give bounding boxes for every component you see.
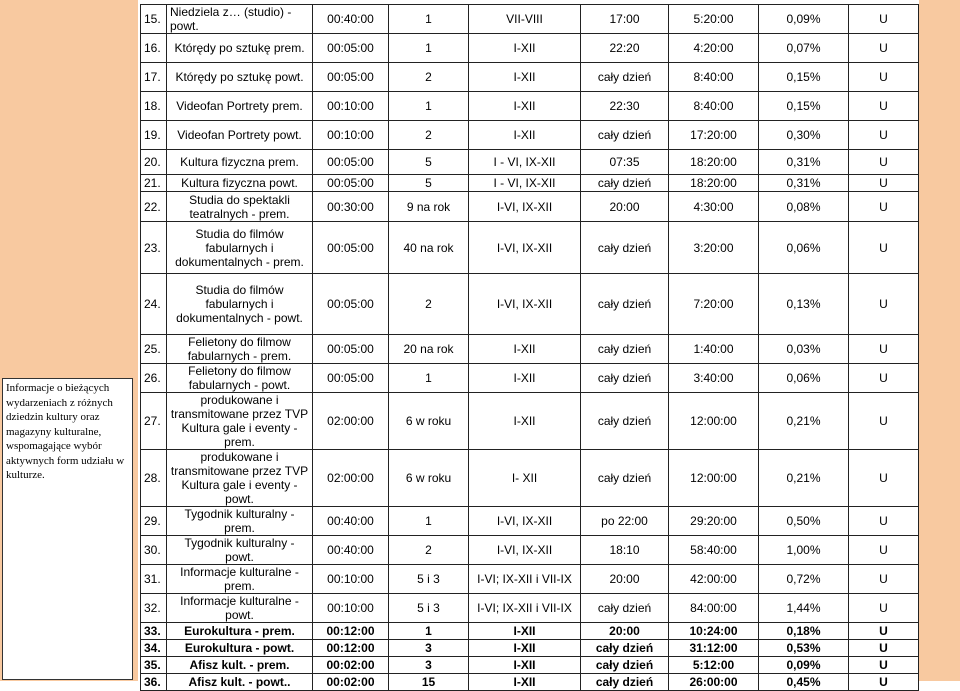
cell-flag: U bbox=[849, 222, 919, 274]
table-row bbox=[141, 192, 919, 222]
cell-hour: 17:00 bbox=[581, 5, 669, 34]
cell-title: Tygodnik kulturalny - powt. bbox=[167, 536, 313, 565]
cell-freq: 1 bbox=[389, 623, 469, 640]
cell-title: Którędy po sztukę powt. bbox=[167, 63, 313, 92]
cell-pct: 0,21% bbox=[759, 450, 849, 507]
cell-freq: 40 na rok bbox=[389, 222, 469, 274]
table-row bbox=[141, 222, 919, 274]
cell-num: 16. bbox=[141, 34, 167, 63]
cell-time: 00:05:00 bbox=[313, 150, 389, 175]
cell-flag: U bbox=[849, 536, 919, 565]
cell-flag: U bbox=[849, 34, 919, 63]
table-row bbox=[141, 274, 919, 335]
cell-total: 5:12:00 bbox=[669, 657, 759, 674]
cell-time: 00:05:00 bbox=[313, 63, 389, 92]
cell-num: 28. bbox=[141, 450, 167, 507]
cell-time: 00:02:00 bbox=[313, 674, 389, 691]
cell-time: 00:10:00 bbox=[313, 121, 389, 150]
table-row bbox=[141, 175, 919, 192]
table-row bbox=[141, 536, 919, 565]
table-row bbox=[141, 150, 919, 175]
table-row bbox=[141, 5, 919, 34]
cell-hour: 20:00 bbox=[581, 565, 669, 594]
cell-pct: 0,21% bbox=[759, 393, 849, 450]
cell-total: 42:00:00 bbox=[669, 565, 759, 594]
cell-pct: 0,03% bbox=[759, 335, 849, 364]
cell-title: Eurokultura - powt. bbox=[167, 640, 313, 657]
cell-time: 00:12:00 bbox=[313, 623, 389, 640]
cell-total: 18:20:00 bbox=[669, 150, 759, 175]
cell-title: Kultura fizyczna powt. bbox=[167, 175, 313, 192]
cell-freq: 15 bbox=[389, 674, 469, 691]
cell-time: 00:05:00 bbox=[313, 175, 389, 192]
cell-pct: 0,09% bbox=[759, 657, 849, 674]
cell-hour: cały dzień bbox=[581, 393, 669, 450]
cell-num: 30. bbox=[141, 536, 167, 565]
cell-time: 00:05:00 bbox=[313, 222, 389, 274]
cell-months: I-XII bbox=[469, 335, 581, 364]
cell-title: Kultura fizyczna prem. bbox=[167, 150, 313, 175]
cell-months: I-VI; IX-XII i VII-IX bbox=[469, 565, 581, 594]
cell-freq: 3 bbox=[389, 640, 469, 657]
cell-time: 00:05:00 bbox=[313, 335, 389, 364]
cell-pct: 0,06% bbox=[759, 364, 849, 393]
cell-months: I-XII bbox=[469, 63, 581, 92]
cell-months: I-XII bbox=[469, 640, 581, 657]
cell-total: 4:30:00 bbox=[669, 192, 759, 222]
cell-flag: U bbox=[849, 640, 919, 657]
cell-flag: U bbox=[849, 5, 919, 34]
cell-num: 29. bbox=[141, 507, 167, 536]
cell-hour: cały dzień bbox=[581, 450, 669, 507]
cell-freq: 1 bbox=[389, 507, 469, 536]
cell-title: Studia do spektakli teatralnych - prem. bbox=[167, 192, 313, 222]
cell-total: 29:20:00 bbox=[669, 507, 759, 536]
cell-hour: cały dzień bbox=[581, 274, 669, 335]
cell-title: Afisz kult. - powt.. bbox=[167, 674, 313, 691]
table-row bbox=[141, 450, 919, 507]
cell-months: I-XII bbox=[469, 92, 581, 121]
cell-time: 02:00:00 bbox=[313, 450, 389, 507]
cell-num: 27. bbox=[141, 393, 167, 450]
cell-freq: 1 bbox=[389, 92, 469, 121]
cell-hour: 22:20 bbox=[581, 34, 669, 63]
cell-freq: 1 bbox=[389, 34, 469, 63]
cell-num: 19. bbox=[141, 121, 167, 150]
cell-pct: 0,50% bbox=[759, 507, 849, 536]
cell-months: VII-VIII bbox=[469, 5, 581, 34]
cell-freq: 5 bbox=[389, 175, 469, 192]
cell-hour: 07:35 bbox=[581, 150, 669, 175]
cell-flag: U bbox=[849, 565, 919, 594]
cell-title: Eurokultura - prem. bbox=[167, 623, 313, 640]
cell-hour: po 22:00 bbox=[581, 507, 669, 536]
cell-time: 00:40:00 bbox=[313, 536, 389, 565]
cell-total: 1:40:00 bbox=[669, 335, 759, 364]
cell-pct: 0,07% bbox=[759, 34, 849, 63]
cell-total: 4:20:00 bbox=[669, 34, 759, 63]
cell-num: 22. bbox=[141, 192, 167, 222]
cell-num: 26. bbox=[141, 364, 167, 393]
cell-freq: 2 bbox=[389, 63, 469, 92]
cell-pct: 0,72% bbox=[759, 565, 849, 594]
cell-months: I-XII bbox=[469, 34, 581, 63]
cell-num: 17. bbox=[141, 63, 167, 92]
cell-flag: U bbox=[849, 450, 919, 507]
cell-time: 00:10:00 bbox=[313, 565, 389, 594]
cell-hour: 20:00 bbox=[581, 192, 669, 222]
cell-freq: 5 i 3 bbox=[389, 565, 469, 594]
cell-total: 26:00:00 bbox=[669, 674, 759, 691]
cell-num: 18. bbox=[141, 92, 167, 121]
cell-time: 00:05:00 bbox=[313, 34, 389, 63]
cell-pct: 0,13% bbox=[759, 274, 849, 335]
cell-months: I - VI, IX-XII bbox=[469, 175, 581, 192]
cell-flag: U bbox=[849, 192, 919, 222]
cell-total: 12:00:00 bbox=[669, 393, 759, 450]
cell-hour: cały dzień bbox=[581, 63, 669, 92]
right-margin-band bbox=[919, 0, 960, 681]
cell-hour: cały dzień bbox=[581, 222, 669, 274]
cell-freq: 2 bbox=[389, 121, 469, 150]
cell-hour: cały dzień bbox=[581, 335, 669, 364]
cell-flag: U bbox=[849, 335, 919, 364]
cell-title: Tygodnik kulturalny - prem. bbox=[167, 507, 313, 536]
cell-title: Studia do filmów fabularnych i dokumentalnych - prem. bbox=[167, 222, 313, 274]
cell-freq: 5 bbox=[389, 150, 469, 175]
cell-months: I-VI, IX-XII bbox=[469, 192, 581, 222]
cell-freq: 2 bbox=[389, 536, 469, 565]
cell-flag: U bbox=[849, 393, 919, 450]
cell-months: I-XII bbox=[469, 623, 581, 640]
cell-title: Którędy po sztukę prem. bbox=[167, 34, 313, 63]
cell-num: 24. bbox=[141, 274, 167, 335]
cell-hour: cały dzień bbox=[581, 364, 669, 393]
cell-num: 25. bbox=[141, 335, 167, 364]
cell-months: I-VI; IX-XII i VII-IX bbox=[469, 594, 581, 623]
cell-freq: 6 w roku bbox=[389, 393, 469, 450]
cell-pct: 0,31% bbox=[759, 175, 849, 192]
cell-flag: U bbox=[849, 674, 919, 691]
cell-num: 20. bbox=[141, 150, 167, 175]
cell-months: I-VI, IX-XII bbox=[469, 507, 581, 536]
table-row bbox=[141, 364, 919, 393]
cell-flag: U bbox=[849, 92, 919, 121]
cell-hour: cały dzień bbox=[581, 594, 669, 623]
cell-num: 21. bbox=[141, 175, 167, 192]
cell-time: 00:10:00 bbox=[313, 92, 389, 121]
table-row bbox=[141, 335, 919, 364]
cell-num: 31. bbox=[141, 565, 167, 594]
cell-time: 00:02:00 bbox=[313, 657, 389, 674]
cell-title: Videofan Portrety prem. bbox=[167, 92, 313, 121]
cell-time: 00:30:00 bbox=[313, 192, 389, 222]
table-row bbox=[141, 507, 919, 536]
cell-flag: U bbox=[849, 274, 919, 335]
cell-months: I- XII bbox=[469, 450, 581, 507]
cell-total: 58:40:00 bbox=[669, 536, 759, 565]
cell-months: I-XII bbox=[469, 393, 581, 450]
cell-total: 5:20:00 bbox=[669, 5, 759, 34]
cell-num: 35. bbox=[141, 657, 167, 674]
cell-months: I-XII bbox=[469, 674, 581, 691]
cell-time: 00:05:00 bbox=[313, 364, 389, 393]
table-row bbox=[141, 674, 919, 691]
cell-title: Afisz kult. - prem. bbox=[167, 657, 313, 674]
cell-freq: 6 w roku bbox=[389, 450, 469, 507]
cell-months: I-XII bbox=[469, 657, 581, 674]
cell-pct: 0,15% bbox=[759, 92, 849, 121]
cell-flag: U bbox=[849, 364, 919, 393]
cell-flag: U bbox=[849, 507, 919, 536]
cell-title: Informacje kulturalne - powt. bbox=[167, 594, 313, 623]
cell-months: I-VI, IX-XII bbox=[469, 274, 581, 335]
cell-freq: 1 bbox=[389, 364, 469, 393]
table-row bbox=[141, 594, 919, 623]
cell-freq: 1 bbox=[389, 5, 469, 34]
cell-months: I - VI, IX-XII bbox=[469, 150, 581, 175]
cell-flag: U bbox=[849, 121, 919, 150]
cell-num: 15. bbox=[141, 5, 167, 34]
cell-num: 36. bbox=[141, 674, 167, 691]
table-row bbox=[141, 34, 919, 63]
cell-time: 00:40:00 bbox=[313, 507, 389, 536]
cell-months: I-XII bbox=[469, 364, 581, 393]
cell-title: produkowane i transmitowane przez TVP Kultura gale i eventy - prem. bbox=[167, 393, 313, 450]
cell-hour: 20:00 bbox=[581, 623, 669, 640]
table-row bbox=[141, 92, 919, 121]
cell-pct: 0,31% bbox=[759, 150, 849, 175]
cell-title: Informacje kulturalne - prem. bbox=[167, 565, 313, 594]
cell-hour: 18:10 bbox=[581, 536, 669, 565]
cell-freq: 20 na rok bbox=[389, 335, 469, 364]
cell-months: I-VI, IX-XII bbox=[469, 536, 581, 565]
cell-total: 18:20:00 bbox=[669, 175, 759, 192]
cell-title: Videofan Portrety powt. bbox=[167, 121, 313, 150]
cell-title: Niedziela z… (studio) - powt. bbox=[167, 5, 313, 34]
cell-title: Studia do filmów fabularnych i dokumentalnych - powt. bbox=[167, 274, 313, 335]
cell-flag: U bbox=[849, 594, 919, 623]
cell-pct: 0,30% bbox=[759, 121, 849, 150]
cell-freq: 2 bbox=[389, 274, 469, 335]
cell-total: 31:12:00 bbox=[669, 640, 759, 657]
cell-total: 8:40:00 bbox=[669, 63, 759, 92]
cell-pct: 0,06% bbox=[759, 222, 849, 274]
cell-hour: 22:30 bbox=[581, 92, 669, 121]
cell-total: 3:40:00 bbox=[669, 364, 759, 393]
cell-months: I-VI, IX-XII bbox=[469, 222, 581, 274]
cell-total: 10:24:00 bbox=[669, 623, 759, 640]
cell-pct: 0,08% bbox=[759, 192, 849, 222]
cell-months: I-XII bbox=[469, 121, 581, 150]
cell-num: 23. bbox=[141, 222, 167, 274]
cell-hour: cały dzień bbox=[581, 121, 669, 150]
cell-num: 32. bbox=[141, 594, 167, 623]
cell-title: Felietony do filmow fabularnych - powt. bbox=[167, 364, 313, 393]
cell-freq: 9 na rok bbox=[389, 192, 469, 222]
cell-pct: 0,15% bbox=[759, 63, 849, 92]
cell-total: 8:40:00 bbox=[669, 92, 759, 121]
cell-time: 00:05:00 bbox=[313, 274, 389, 335]
cell-total: 12:00:00 bbox=[669, 450, 759, 507]
cell-total: 17:20:00 bbox=[669, 121, 759, 150]
cell-time: 00:10:00 bbox=[313, 594, 389, 623]
table-row bbox=[141, 640, 919, 657]
table-row bbox=[141, 565, 919, 594]
cell-flag: U bbox=[849, 175, 919, 192]
cell-pct: 0,53% bbox=[759, 640, 849, 657]
cell-freq: 5 i 3 bbox=[389, 594, 469, 623]
cell-flag: U bbox=[849, 623, 919, 640]
cell-hour: cały dzień bbox=[581, 640, 669, 657]
cell-title: Felietony do filmow fabularnych - prem. bbox=[167, 335, 313, 364]
cell-total: 7:20:00 bbox=[669, 274, 759, 335]
cell-time: 00:40:00 bbox=[313, 5, 389, 34]
table-row bbox=[141, 657, 919, 674]
cell-num: 34. bbox=[141, 640, 167, 657]
cell-pct: 0,09% bbox=[759, 5, 849, 34]
cell-hour: cały dzień bbox=[581, 674, 669, 691]
cell-time: 02:00:00 bbox=[313, 393, 389, 450]
table-row bbox=[141, 63, 919, 92]
cell-total: 84:00:00 bbox=[669, 594, 759, 623]
cell-pct: 0,45% bbox=[759, 674, 849, 691]
table-row bbox=[141, 623, 919, 640]
cell-title: produkowane i transmitowane przez TVP Kultura gale i eventy - powt. bbox=[167, 450, 313, 507]
cell-num: 33. bbox=[141, 623, 167, 640]
cell-flag: U bbox=[849, 63, 919, 92]
category-description-note: Informacje o bieżących wydarzeniach z różnych dziedzin kultury oraz magazyny kulturalne, wspomagające wybór aktywnych form udziału w kulturze. bbox=[2, 378, 133, 680]
cell-pct: 1,44% bbox=[759, 594, 849, 623]
cell-flag: U bbox=[849, 150, 919, 175]
programme-schedule-table bbox=[140, 4, 919, 691]
cell-pct: 1,00% bbox=[759, 536, 849, 565]
cell-hour: cały dzień bbox=[581, 175, 669, 192]
cell-pct: 0,18% bbox=[759, 623, 849, 640]
cell-total: 3:20:00 bbox=[669, 222, 759, 274]
cell-hour: cały dzień bbox=[581, 657, 669, 674]
table-row bbox=[141, 393, 919, 450]
cell-time: 00:12:00 bbox=[313, 640, 389, 657]
cell-freq: 3 bbox=[389, 657, 469, 674]
cell-flag: U bbox=[849, 657, 919, 674]
table-row bbox=[141, 121, 919, 150]
